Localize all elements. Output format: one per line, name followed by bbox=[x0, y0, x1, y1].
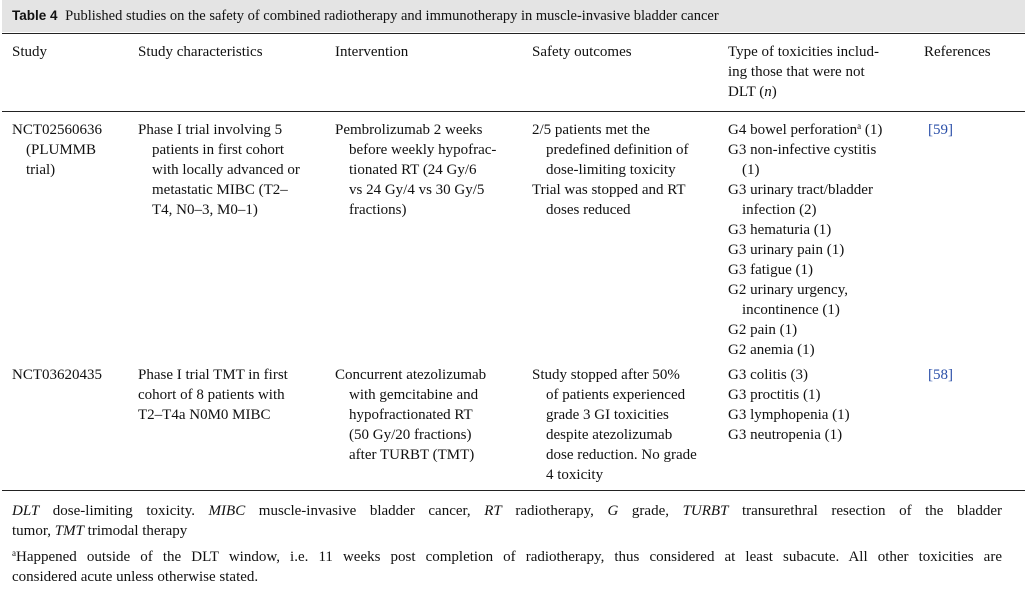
abbr-term: G bbox=[607, 503, 619, 519]
abbr-term: DLT bbox=[12, 503, 40, 519]
cell-line: (PLUMMB bbox=[26, 142, 97, 158]
cell-line: metastatic MIBC (T2– bbox=[152, 182, 288, 198]
footnote-marker: a bbox=[12, 548, 16, 558]
cell-line: (1) bbox=[742, 162, 760, 178]
cell-line: NCT02560636 bbox=[12, 122, 102, 138]
cell-line: tionated RT (24 Gy/6 bbox=[349, 162, 477, 178]
header-toxicities-line: ing those that were not bbox=[728, 64, 865, 80]
cell-line: despite atezolizumab bbox=[546, 427, 673, 443]
row1-toxicities bbox=[728, 120, 882, 360]
abbr-term: RT bbox=[484, 503, 502, 519]
cell-line: hypofractionated RT bbox=[349, 407, 473, 423]
cell-line: 2/5 patients met the bbox=[532, 122, 650, 138]
footnote-line bbox=[12, 501, 1002, 521]
cell-line: with gemcitabine and bbox=[349, 387, 479, 403]
cell-line: Phase I trial TMT in first bbox=[138, 367, 288, 383]
row1-reference-link[interactable]: [59] bbox=[928, 122, 953, 138]
cell-line: G3 lymphopenia (1) bbox=[728, 407, 850, 423]
top-rule bbox=[2, 33, 1025, 34]
row2-toxicities bbox=[728, 365, 850, 445]
row2-safety bbox=[532, 365, 697, 485]
footnote-line bbox=[12, 547, 1002, 567]
header-toxicities-line: Type of toxicities includ- bbox=[728, 44, 879, 60]
cell-line: G2 anemia (1) bbox=[728, 342, 815, 358]
footnote-line: considered acute unless otherwise stated. bbox=[12, 569, 259, 585]
cell-line: dose reduction. No grade bbox=[546, 447, 697, 463]
cell-line: T2–T4a N0M0 MIBC bbox=[138, 407, 271, 423]
cell-line: of patients experienced bbox=[546, 387, 686, 403]
abbr-def: trimodal therapy bbox=[83, 523, 188, 539]
cell-line: G3 non-infective cystitis bbox=[728, 142, 877, 158]
abbreviations-footnote bbox=[12, 501, 1002, 541]
cell-line: dose-limiting toxicity bbox=[546, 162, 676, 178]
row1-characteristics bbox=[138, 120, 300, 220]
cell-line: Trial was stopped and RT bbox=[532, 182, 686, 198]
abbr-term: TURBT bbox=[682, 503, 729, 519]
cell-line: T4, N0–3, M0–1) bbox=[152, 202, 258, 218]
header-references: References bbox=[924, 44, 991, 60]
header-toxicities-line bbox=[728, 82, 879, 102]
footnote-line bbox=[12, 521, 1002, 541]
abbr-def: radiotherapy, bbox=[501, 503, 608, 519]
header-rule bbox=[2, 111, 1025, 112]
cell-line: G3 fatigue (1) bbox=[728, 262, 813, 278]
note-footnote bbox=[12, 547, 1002, 587]
cell-line: Concurrent atezolizumab bbox=[335, 367, 487, 383]
bottom-rule bbox=[2, 490, 1025, 491]
cell-line bbox=[728, 120, 882, 140]
cell-line: Phase I trial involving 5 bbox=[138, 122, 283, 138]
cell-line: NCT03620435 bbox=[12, 367, 102, 383]
table-label: Table 4 bbox=[12, 8, 58, 23]
footnote-marker: a bbox=[857, 121, 862, 131]
cell-line: incontinence (1) bbox=[742, 302, 840, 318]
cell-line: Pembrolizumab 2 weeks bbox=[335, 122, 483, 138]
abbr-def: tumor, bbox=[12, 523, 55, 539]
cell-line: after TURBT (TMT) bbox=[349, 447, 475, 463]
header-study: Study bbox=[12, 44, 48, 60]
abbr-def: transurethral resection of the bladder bbox=[728, 503, 1003, 519]
header-intervention: Intervention bbox=[335, 44, 409, 60]
cell-line: fractions) bbox=[349, 202, 407, 218]
note-text: Happened outside of the DLT window, i.e. 11 weeks post completion of radiotherapy, thus considered at least subacute. All other toxicities are bbox=[16, 549, 1002, 565]
cell-line: with locally advanced or bbox=[152, 162, 300, 178]
cell-line: G3 hematuria (1) bbox=[728, 222, 832, 238]
cell-line: patients in first cohort bbox=[152, 142, 285, 158]
cell-line: trial) bbox=[26, 162, 56, 178]
header-safety: Safety outcomes bbox=[532, 44, 632, 60]
header-toxicities-dlt: DLT ( bbox=[728, 84, 765, 100]
abbr-term: TMT bbox=[54, 523, 84, 539]
header-toxicities-close: ) bbox=[771, 84, 777, 100]
cell-line: cohort of 8 patients with bbox=[138, 387, 285, 403]
table-caption bbox=[12, 8, 719, 25]
cell-line: vs 24 Gy/4 vs 30 Gy/5 bbox=[349, 182, 485, 198]
abbr-def: dose-limiting toxicity. bbox=[39, 503, 209, 519]
row1-safety bbox=[532, 120, 688, 220]
cell-line: G2 urinary urgency, bbox=[728, 282, 848, 298]
cell-line: grade 3 GI toxicities bbox=[546, 407, 669, 423]
toxicity-text: G4 bowel perforation bbox=[728, 122, 858, 138]
table-title: Published studies on the safety of combined radiotherapy and immunotherapy in muscle-invasive bladder cancer bbox=[65, 8, 719, 24]
cell-line: before weekly hypofrac- bbox=[349, 142, 497, 158]
row2-intervention bbox=[335, 365, 486, 465]
cell-line: G3 proctitis (1) bbox=[728, 387, 821, 403]
cell-line: 4 toxicity bbox=[546, 467, 604, 483]
abbr-def: muscle-invasive bladder cancer, bbox=[245, 503, 485, 519]
cell-line: doses reduced bbox=[546, 202, 631, 218]
row2-study bbox=[12, 365, 102, 385]
cell-line: G3 urinary tract/bladder bbox=[728, 182, 873, 198]
header-toxicities-n: n bbox=[764, 84, 772, 100]
cell-line: infection (2) bbox=[742, 202, 817, 218]
cell-line: Study stopped after 50% bbox=[532, 367, 680, 383]
cell-line: predefined definition of bbox=[546, 142, 689, 158]
abbr-def: grade, bbox=[618, 503, 683, 519]
cell-line: G2 pain (1) bbox=[728, 322, 798, 338]
row2-characteristics bbox=[138, 365, 288, 425]
cell-line: (50 Gy/20 fractions) bbox=[349, 427, 472, 443]
cell-line: G3 neutropenia (1) bbox=[728, 427, 843, 443]
toxicity-count: (1) bbox=[861, 122, 883, 138]
cell-line: G3 urinary pain (1) bbox=[728, 242, 845, 258]
abbr-term: MIBC bbox=[208, 503, 246, 519]
cell-line: G3 colitis (3) bbox=[728, 367, 808, 383]
header-characteristics: Study characteristics bbox=[138, 44, 263, 60]
row2-reference-link[interactable]: [58] bbox=[928, 367, 953, 383]
row1-study bbox=[12, 120, 102, 180]
header-toxicities bbox=[728, 42, 879, 102]
row1-intervention bbox=[335, 120, 496, 220]
